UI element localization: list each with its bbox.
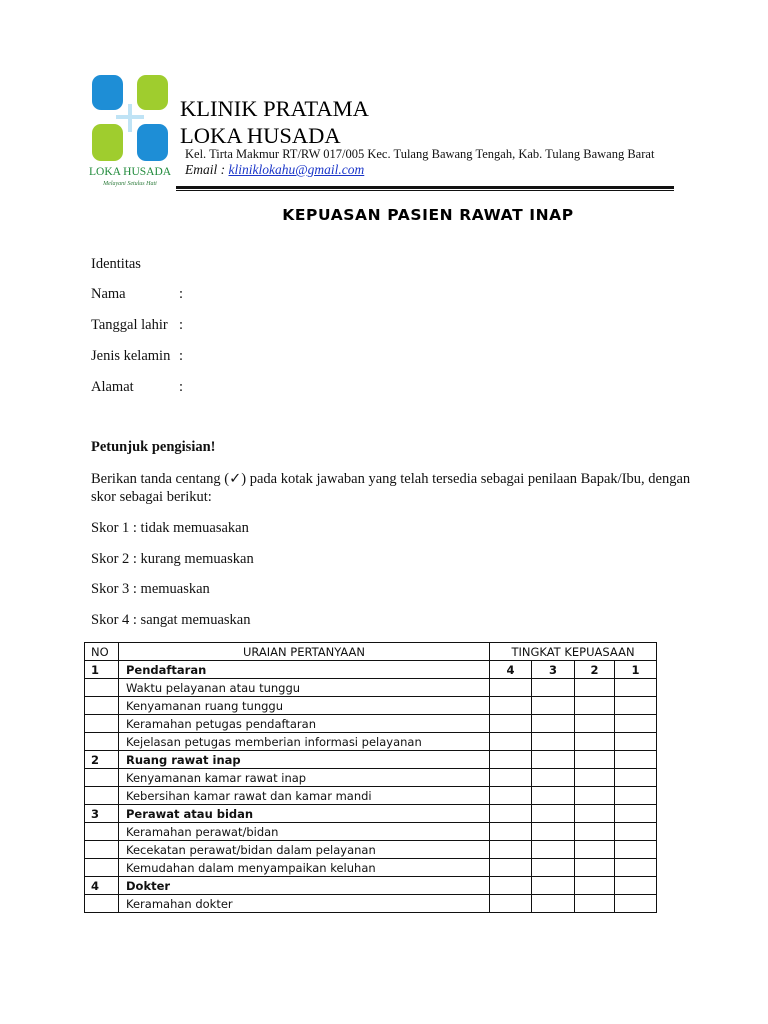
- identity-heading: Identitas: [91, 256, 141, 272]
- table-category-row: [85, 751, 657, 769]
- row-number: 1: [85, 661, 119, 679]
- clinic-logo: [89, 72, 171, 192]
- answer-checkbox-1[interactable]: [615, 823, 657, 841]
- row-number: [85, 841, 119, 859]
- table-row: [85, 697, 657, 715]
- answer-checkbox-3[interactable]: [532, 841, 575, 859]
- answer-checkbox-2[interactable]: [575, 787, 615, 805]
- answer-checkbox-2[interactable]: [575, 715, 615, 733]
- table-category-row: [85, 877, 657, 895]
- table-row: [85, 769, 657, 787]
- row-number: [85, 823, 119, 841]
- clinic-name: [180, 95, 369, 149]
- answer-checkbox-1[interactable]: [615, 697, 657, 715]
- category-label: Ruang rawat inap: [119, 751, 490, 769]
- table-row: [85, 841, 657, 859]
- table-row: [85, 895, 657, 913]
- row-number: [85, 895, 119, 913]
- answer-checkbox-1[interactable]: [615, 733, 657, 751]
- answer-checkbox-3[interactable]: [532, 769, 575, 787]
- email-label: Email :: [185, 162, 229, 177]
- answer-checkbox-1[interactable]: [615, 715, 657, 733]
- answer-checkbox-1[interactable]: [615, 841, 657, 859]
- question-text: Keramahan petugas pendaftaran: [119, 715, 490, 733]
- row-number: [85, 733, 119, 751]
- field-label: Nama: [91, 286, 126, 302]
- answer-checkbox-3[interactable]: [532, 805, 575, 823]
- answer-checkbox-3[interactable]: [532, 697, 575, 715]
- answer-checkbox-2[interactable]: [575, 697, 615, 715]
- answer-checkbox-3[interactable]: [532, 895, 575, 913]
- score-2-description: Skor 2 : kurang memuaskan: [91, 551, 254, 567]
- header-divider: [176, 186, 674, 191]
- clinic-address: Kel. Tirta Makmur RT/RW 017/005 Kec. Tulang Bawang Tengah, Kab. Tulang Bawang Barat: [185, 147, 655, 161]
- question-text: Kenyamanan kamar rawat inap: [119, 769, 490, 787]
- answer-checkbox-4[interactable]: [490, 841, 532, 859]
- score-4-description: Skor 4 : sangat memuaskan: [91, 612, 251, 628]
- answer-checkbox-4[interactable]: [490, 823, 532, 841]
- field-label: Jenis kelamin: [91, 348, 171, 364]
- answer-checkbox-2[interactable]: [575, 823, 615, 841]
- row-number: [85, 769, 119, 787]
- row-number: [85, 859, 119, 877]
- question-text: Kenyamanan ruang tunggu: [119, 697, 490, 715]
- logo-motto: Melayani Setulus Hati: [103, 181, 157, 187]
- satisfaction-table: [84, 642, 657, 913]
- question-text: Keramahan dokter: [119, 895, 490, 913]
- answer-checkbox-3[interactable]: [532, 859, 575, 877]
- answer-checkbox-4[interactable]: [490, 679, 532, 697]
- answer-checkbox-4[interactable]: [490, 697, 532, 715]
- question-text: Kejelasan petugas memberian informasi pelayanan: [119, 733, 490, 751]
- row-number: [85, 697, 119, 715]
- row-number: [85, 787, 119, 805]
- answer-checkbox-3[interactable]: [532, 715, 575, 733]
- question-text: Kemudahan dalam menyampaikan keluhan: [119, 859, 490, 877]
- field-colon: :: [179, 286, 184, 302]
- header-no: NO: [85, 643, 119, 661]
- row-number: [85, 679, 119, 697]
- email-link[interactable]: kliniklokahu@gmail.com: [228, 162, 365, 177]
- answer-checkbox-1[interactable]: [615, 859, 657, 877]
- answer-checkbox-4[interactable]: [490, 715, 532, 733]
- answer-checkbox-2[interactable]: [575, 769, 615, 787]
- question-text: Kecekatan perawat/bidan dalam pelayanan: [119, 841, 490, 859]
- answer-checkbox-1[interactable]: [615, 751, 657, 769]
- instructions-text: Berikan tanda centang (✓) pada kotak jawaban yang telah tersedia sebagai penilaan Bapak/Ibu, dengan skor sebagai berikut:: [91, 471, 691, 505]
- answer-checkbox-4[interactable]: [490, 805, 532, 823]
- answer-checkbox-1[interactable]: [615, 895, 657, 913]
- answer-checkbox-1[interactable]: [615, 877, 657, 895]
- answer-checkbox-4[interactable]: [490, 787, 532, 805]
- cross-logo-icon: [89, 72, 171, 164]
- score-header-2: 2: [575, 661, 615, 679]
- answer-checkbox-4[interactable]: [490, 895, 532, 913]
- answer-checkbox-2[interactable]: [575, 895, 615, 913]
- category-label: Pendaftaran: [119, 661, 490, 679]
- identity-field-alamat: [91, 379, 183, 396]
- score-1-description: Skor 1 : tidak memuasakan: [91, 520, 249, 536]
- answer-checkbox-1[interactable]: [615, 805, 657, 823]
- question-text: Kebersihan kamar rawat dan kamar mandi: [119, 787, 490, 805]
- table-row: [85, 733, 657, 751]
- answer-checkbox-2[interactable]: [575, 841, 615, 859]
- answer-checkbox-3[interactable]: [532, 787, 575, 805]
- table-row: [85, 859, 657, 877]
- instructions-heading: Petunjuk pengisian!: [91, 439, 216, 455]
- answer-checkbox-2[interactable]: [575, 733, 615, 751]
- answer-checkbox-1[interactable]: [615, 679, 657, 697]
- answer-checkbox-2[interactable]: [575, 859, 615, 877]
- score-header-4: 4: [490, 661, 532, 679]
- answer-checkbox-3[interactable]: [532, 679, 575, 697]
- row-number: [85, 715, 119, 733]
- question-text: Keramahan perawat/bidan: [119, 823, 490, 841]
- table-row: [85, 715, 657, 733]
- category-label: Perawat atau bidan: [119, 805, 490, 823]
- answer-checkbox-2[interactable]: [575, 877, 615, 895]
- answer-checkbox-1[interactable]: [615, 769, 657, 787]
- header-question: URAIAN PERTANYAAN: [119, 643, 490, 661]
- table-row: [85, 823, 657, 841]
- answer-checkbox-4[interactable]: [490, 877, 532, 895]
- clinic-name-line2: LOKA HUSADA: [180, 123, 341, 148]
- row-number: 4: [85, 877, 119, 895]
- field-colon: :: [179, 379, 184, 395]
- category-label: Dokter: [119, 877, 490, 895]
- header-satisfaction-level: TINGKAT KEPUASAAN: [490, 643, 657, 661]
- score-header-3: 3: [532, 661, 575, 679]
- field-colon: :: [179, 348, 184, 364]
- table-row: [85, 679, 657, 697]
- answer-checkbox-3[interactable]: [532, 733, 575, 751]
- answer-checkbox-2[interactable]: [575, 805, 615, 823]
- clinic-name-line1: KLINIK PRATAMA: [180, 96, 369, 121]
- question-text: Waktu pelayanan atau tunggu: [119, 679, 490, 697]
- logo-text: LOKA HUSADA: [89, 166, 172, 178]
- table-row: [85, 787, 657, 805]
- answer-checkbox-2[interactable]: [575, 679, 615, 697]
- identity-field-jenis-kelamin: [91, 348, 183, 365]
- answer-checkbox-4[interactable]: [490, 733, 532, 751]
- table-header-row: [85, 643, 657, 661]
- answer-checkbox-4[interactable]: [490, 751, 532, 769]
- score-3-description: Skor 3 : memuaskan: [91, 581, 210, 597]
- answer-checkbox-3[interactable]: [532, 823, 575, 841]
- answer-checkbox-1[interactable]: [615, 787, 657, 805]
- answer-checkbox-4[interactable]: [490, 859, 532, 877]
- answer-checkbox-2[interactable]: [575, 751, 615, 769]
- table-body: [85, 661, 657, 913]
- document-title: KEPUASAN PASIEN RAWAT INAP: [282, 206, 574, 224]
- identity-field-tanggal-lahir: [91, 317, 183, 334]
- field-colon: :: [179, 317, 184, 333]
- answer-checkbox-4[interactable]: [490, 769, 532, 787]
- table-category-row: [85, 805, 657, 823]
- row-number: 3: [85, 805, 119, 823]
- answer-checkbox-3[interactable]: [532, 751, 575, 769]
- email-line: [185, 162, 364, 178]
- row-number: 2: [85, 751, 119, 769]
- field-label: Tanggal lahir: [91, 317, 168, 333]
- table-category-row: [85, 661, 657, 679]
- answer-checkbox-3[interactable]: [532, 877, 575, 895]
- field-label: Alamat: [91, 379, 134, 395]
- identity-field-nama: [91, 286, 183, 303]
- score-header-1: 1: [615, 661, 657, 679]
